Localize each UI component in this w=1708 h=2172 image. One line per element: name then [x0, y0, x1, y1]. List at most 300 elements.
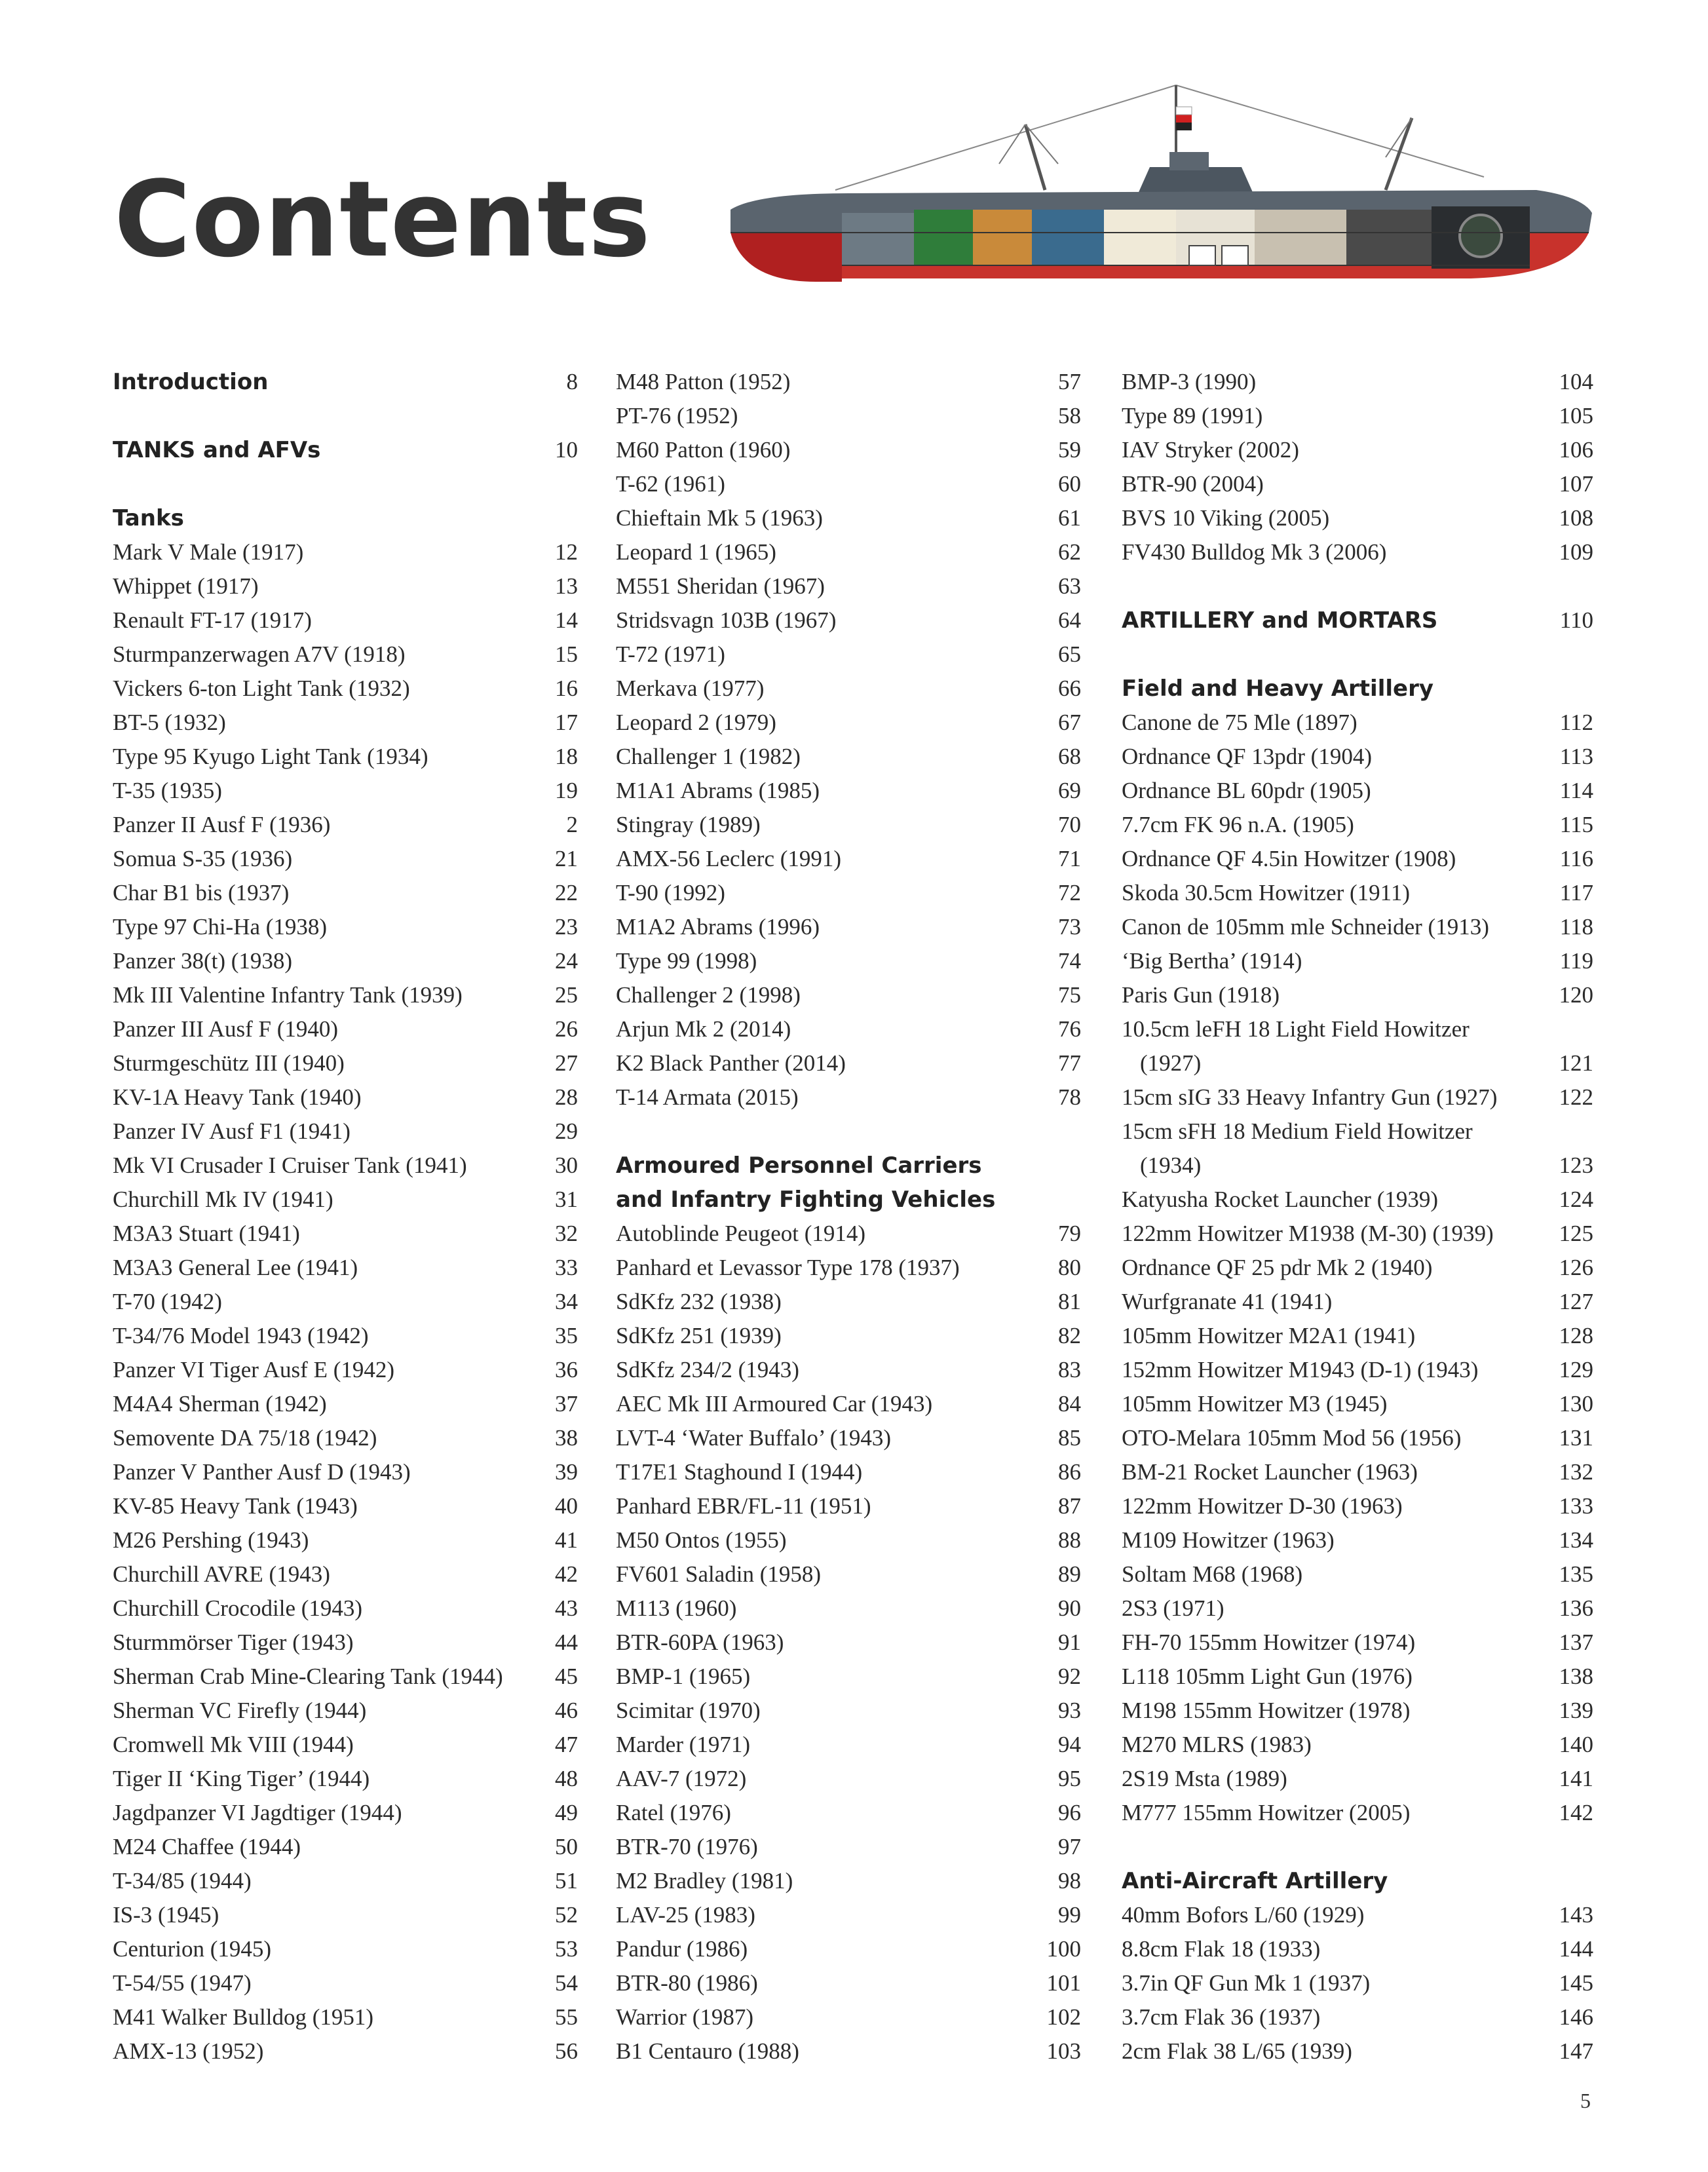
page-number-ref: 84 [1058, 1391, 1081, 1417]
toc-entry-label: M777 155mm Howitzer (2005) [1122, 1800, 1411, 1825]
toc-entry-label: Marder (1971) [616, 1732, 751, 1757]
toc-entry-label: T-34/76 Model 1943 (1942) [113, 1323, 369, 1348]
toc-entry [113, 876, 578, 910]
page-number-ref: 21 [555, 846, 578, 871]
page-number-ref: 25 [555, 982, 578, 1008]
toc-entry [1122, 1353, 1593, 1387]
toc-entry-label: BTR-70 (1976) [616, 1834, 758, 1859]
toc-entry [1122, 1421, 1593, 1455]
toc-entry [113, 1455, 578, 1489]
page-number-ref: 40 [555, 1493, 578, 1519]
toc-entry [1122, 978, 1593, 1012]
page-number-ref: 145 [1559, 1970, 1593, 1996]
toc-entry [616, 1557, 1081, 1591]
toc-entry [616, 1694, 1081, 1728]
page-number-ref: 122 [1559, 1084, 1593, 1110]
toc-entry-label [1122, 1115, 1547, 1183]
page-number-ref: 57 [1058, 369, 1081, 394]
toc-entry [1122, 433, 1593, 467]
toc-entry-label: SdKfz 232 (1938) [616, 1289, 782, 1314]
toc-entry-label: M198 155mm Howitzer (1978) [1122, 1698, 1411, 1723]
toc-entry [616, 1012, 1081, 1046]
page-number-ref: 142 [1559, 1800, 1593, 1825]
toc-entry [1122, 910, 1593, 944]
spacer [113, 399, 578, 433]
page-number-ref: 98 [1058, 1868, 1081, 1894]
toc-entry [1122, 467, 1593, 501]
toc-entry-label: T-54/55 (1947) [113, 1970, 252, 1996]
page-number-ref: 119 [1559, 948, 1593, 974]
page-number-ref: 24 [555, 948, 578, 974]
toc-entry [616, 1523, 1081, 1557]
toc-entry [113, 1830, 578, 1864]
page-number-ref: 34 [555, 1289, 578, 1314]
page-number-ref: 118 [1559, 914, 1593, 940]
toc-entry-label: Sherman VC Firefly (1944) [113, 1698, 367, 1723]
toc-entry-label: 105mm Howitzer M3 (1945) [1122, 1391, 1388, 1417]
page-number-ref: 68 [1058, 744, 1081, 769]
toc-entry [616, 569, 1081, 603]
toc-entry-label: FH-70 155mm Howitzer (1974) [1122, 1629, 1416, 1655]
page-number-ref: 37 [555, 1391, 578, 1417]
toc-entry [1122, 1796, 1593, 1830]
page-number-ref: 128 [1559, 1323, 1593, 1348]
page-number-ref: 74 [1058, 948, 1081, 974]
toc-entry-label: K2 Black Panther (2014) [616, 1050, 846, 1076]
page-number-ref: 55 [555, 2004, 578, 2030]
toc-entry [113, 1523, 578, 1557]
page-number-ref: 114 [1559, 778, 1593, 803]
toc-entry [1122, 706, 1593, 740]
toc-entry-label: Merkava (1977) [616, 676, 765, 701]
toc-entry-label: LVT-4 ‘Water Buffalo’ (1943) [616, 1425, 891, 1451]
page-number-ref: 63 [1058, 573, 1081, 599]
page-number-ref: 106 [1559, 437, 1593, 463]
toc-entry-label: Mk VI Crusader I Cruiser Tank (1941) [113, 1153, 467, 1178]
toc-entry-label: BTR-80 (1986) [616, 1970, 758, 1996]
page-number-ref: 61 [1058, 505, 1081, 531]
toc-entry-label: Semovente DA 75/18 (1942) [113, 1425, 377, 1451]
toc-entry [1122, 1932, 1593, 1966]
page-number-ref: 38 [555, 1425, 578, 1451]
toc-entry-label: Type 97 Chi-Ha (1938) [113, 914, 328, 940]
page-number-ref: 112 [1559, 710, 1593, 735]
toc-entry-label: 7.7cm FK 96 n.A. (1905) [1122, 812, 1354, 837]
page-number-ref: 26 [555, 1016, 578, 1042]
page-number-ref: 50 [555, 1834, 578, 1859]
page-number-ref: 19 [555, 778, 578, 803]
toc-entry-label: Sherman Crab Mine-Clearing Tank (1944) [113, 1664, 503, 1689]
section-heading [113, 501, 578, 535]
page-number-ref: 133 [1559, 1493, 1593, 1519]
toc-entry [616, 1966, 1081, 2000]
toc-entry [113, 1387, 578, 1421]
page-number-ref: 43 [555, 1595, 578, 1621]
toc-entry-label: 8.8cm Flak 18 (1933) [1122, 1936, 1321, 1962]
toc-entry [1122, 740, 1593, 774]
toc-entry-label: M50 Ontos (1955) [616, 1527, 787, 1553]
toc-entry-label: Soltam M68 (1968) [1122, 1561, 1303, 1587]
toc-entry [1122, 535, 1593, 569]
page-number-ref: 80 [1058, 1255, 1081, 1280]
toc-entry-label: Stridsvagn 103B (1967) [616, 607, 837, 633]
toc-entry-label: Wurfgranate 41 (1941) [1122, 1289, 1333, 1314]
toc-entry-label: Arjun Mk 2 (2014) [616, 1016, 791, 1042]
page-number-ref: 69 [1058, 778, 1081, 803]
toc-entry [616, 910, 1081, 944]
toc-entry-label: Panzer V Panther Ausf D (1943) [113, 1459, 411, 1485]
toc-entry [616, 638, 1081, 672]
page-number-ref: 105 [1559, 403, 1593, 429]
toc-entry [1122, 2034, 1593, 2068]
page-number-ref: 54 [555, 1970, 578, 1996]
toc-entry [616, 1421, 1081, 1455]
page-number-ref: 108 [1559, 505, 1593, 531]
toc-entry-label: AMX-13 (1952) [113, 2038, 264, 2064]
toc-entry-label: M113 (1960) [616, 1595, 737, 1621]
toc-entry-label: Chieftain Mk 5 (1963) [616, 505, 823, 531]
page-number-ref: 41 [555, 1527, 578, 1553]
page-number-ref: 125 [1559, 1221, 1593, 1246]
toc-entry-label: Tiger II ‘King Tiger’ (1944) [113, 1766, 370, 1791]
toc-entry-label: M270 MLRS (1983) [1122, 1732, 1312, 1757]
toc-entry [113, 1591, 578, 1626]
toc-entry-label: 152mm Howitzer M1943 (D-1) (1943) [1122, 1357, 1479, 1382]
toc-entry-label: 2S19 Msta (1989) [1122, 1766, 1287, 1791]
toc-entry [616, 842, 1081, 876]
page-number-ref: 16 [555, 676, 578, 701]
page-number-ref: 27 [555, 1050, 578, 1076]
toc-entry [113, 569, 578, 603]
toc-entry [113, 1319, 578, 1353]
page-number-ref: 97 [1058, 1834, 1081, 1859]
toc-entry [1122, 1694, 1593, 1728]
toc-entry-label: Challenger 1 (1982) [616, 744, 801, 769]
page-number-ref: 139 [1559, 1698, 1593, 1723]
toc-entry-label: 122mm Howitzer M1938 (M-30) (1939) [1122, 1221, 1494, 1246]
toc-entry [113, 910, 578, 944]
page-number-ref: 71 [1058, 846, 1081, 871]
toc-entry-label: Churchill Mk IV (1941) [113, 1187, 333, 1212]
toc-entry [616, 1080, 1081, 1115]
toc-entry [616, 1319, 1081, 1353]
toc-entry-label: Churchill AVRE (1943) [113, 1561, 330, 1587]
toc-entry-label: Panzer IV Ausf F1 (1941) [113, 1118, 351, 1144]
toc-entry [1122, 1080, 1593, 1115]
toc-entry-label: Char B1 bis (1937) [113, 880, 290, 905]
page-number-ref: 10 [555, 437, 578, 463]
toc-entry-label: ‘Big Bertha’ (1914) [1122, 948, 1302, 974]
toc-entry [113, 1217, 578, 1251]
page-number-ref: 137 [1559, 1629, 1593, 1655]
toc-entry-label: T-34/85 (1944) [113, 1868, 252, 1894]
page-number-ref: 42 [555, 1561, 578, 1587]
page-number-ref: 46 [555, 1698, 578, 1723]
toc-entry [113, 1626, 578, 1660]
toc-entry [616, 433, 1081, 467]
toc-entry-label: Sturmpanzerwagen A7V (1918) [113, 641, 406, 667]
section-heading-label: ARTILLERY and MORTARS [1122, 607, 1438, 634]
toc-entry-label: T-14 Armata (2015) [616, 1084, 799, 1110]
page-number-ref: 56 [555, 2038, 578, 2064]
toc-entry [1122, 842, 1593, 876]
page-number-ref: 87 [1058, 1493, 1081, 1519]
toc-entry-label-line2: (1927) [1140, 1050, 1202, 1076]
toc-entry [616, 365, 1081, 399]
toc-entry [113, 1183, 578, 1217]
toc-entry [616, 1455, 1081, 1489]
toc-entry [113, 1046, 578, 1080]
toc-entry-label: Churchill Crocodile (1943) [113, 1595, 363, 1621]
page-number-ref: 73 [1058, 914, 1081, 940]
toc-entry [616, 1762, 1081, 1796]
toc-entry-label: Scimitar (1970) [616, 1698, 761, 1723]
section-heading [1122, 603, 1593, 638]
section-heading-label: Tanks [113, 505, 184, 531]
toc-entry [113, 774, 578, 808]
toc-entry-label: Canon de 105mm mle Schneider (1913) [1122, 914, 1489, 940]
page-number-ref: 129 [1559, 1357, 1593, 1382]
toc-entry-label: M109 Howitzer (1963) [1122, 1527, 1335, 1553]
page-number-ref: 89 [1058, 1561, 1081, 1587]
page-number-ref: 39 [555, 1459, 578, 1485]
page-number-ref: 123 [1559, 1153, 1593, 1178]
page-number-ref: 82 [1058, 1323, 1081, 1348]
page-number-ref: 32 [555, 1221, 578, 1246]
toc-entry [1122, 774, 1593, 808]
toc-entry-label: OTO-Melara 105mm Mod 56 (1956) [1122, 1425, 1462, 1451]
toc-entry-label: Leopard 1 (1965) [616, 539, 776, 565]
page-number-ref: 76 [1058, 1016, 1081, 1042]
toc-entry-label: PT-76 (1952) [616, 403, 738, 429]
toc-entry [616, 1830, 1081, 1864]
toc-entry [1122, 1898, 1593, 1932]
toc-entry-label: SdKfz 234/2 (1943) [616, 1357, 799, 1382]
toc-entry-label: Challenger 2 (1998) [616, 982, 801, 1008]
toc-entry [616, 501, 1081, 535]
toc-entry-label: Ordnance QF 25 pdr Mk 2 (1940) [1122, 1255, 1433, 1280]
spacer [113, 467, 578, 501]
toc-entry [113, 1762, 578, 1796]
page-number-ref: 14 [555, 607, 578, 633]
toc-entry [113, 1421, 578, 1455]
toc-entry [1122, 1115, 1593, 1183]
toc-entry [616, 978, 1081, 1012]
toc-entry-label: M1A1 Abrams (1985) [616, 778, 820, 803]
toc-entry [616, 1864, 1081, 1898]
toc-entry [1122, 1251, 1593, 1285]
toc-entry-label: KV-85 Heavy Tank (1943) [113, 1493, 358, 1519]
spacer [1122, 1830, 1593, 1864]
toc-entry [616, 1046, 1081, 1080]
toc-entry-label: M2 Bradley (1981) [616, 1868, 793, 1894]
section-heading-label: Field and Heavy Artillery [1122, 676, 1433, 702]
page-number-ref: 92 [1058, 1664, 1081, 1689]
toc-entry-label: Type 89 (1991) [1122, 403, 1263, 429]
page-number-ref: 124 [1559, 1187, 1593, 1212]
page-number: 5 [1580, 2089, 1591, 2112]
page-number-ref: 88 [1058, 1527, 1081, 1553]
page-number-ref: 102 [1046, 2004, 1081, 2030]
toc-entry-label-line1: 10.5cm leFH 18 Light Field Howitzer [1122, 1016, 1470, 1042]
page-number-ref: 100 [1046, 1936, 1081, 1962]
toc-entry [113, 638, 578, 672]
toc-entry-label: BVS 10 Viking (2005) [1122, 505, 1330, 531]
toc-entry [1122, 1285, 1593, 1319]
toc-entry [113, 1285, 578, 1319]
toc-entry [113, 1660, 578, 1694]
page-number-ref: 115 [1559, 812, 1593, 837]
page-number-ref: 47 [555, 1732, 578, 1757]
page-number-ref: 59 [1058, 437, 1081, 463]
toc-entry [1122, 1387, 1593, 1421]
toc-entry [113, 1251, 578, 1285]
toc-entry-label: Cromwell Mk VIII (1944) [113, 1732, 354, 1757]
toc-entry-label: IS-3 (1945) [113, 1902, 219, 1928]
page-number-ref: 62 [1058, 539, 1081, 565]
toc-entry [113, 1557, 578, 1591]
toc-entry-label: B1 Centauro (1988) [616, 2038, 799, 2064]
toc-entry-label: Jagdpanzer VI Jagdtiger (1944) [113, 1800, 402, 1825]
toc-entry-label: Katyusha Rocket Launcher (1939) [1122, 1187, 1439, 1212]
toc-entry-label: Mk III Valentine Infantry Tank (1939) [113, 982, 463, 1008]
toc-entry [113, 978, 578, 1012]
toc-entry-label: Ordnance QF 4.5in Howitzer (1908) [1122, 846, 1456, 871]
page-number-ref: 147 [1559, 2038, 1593, 2064]
toc-entry-label: LAV-25 (1983) [616, 1902, 755, 1928]
page-number-ref: 127 [1559, 1289, 1593, 1314]
page-title: Contents [114, 158, 651, 280]
page-number-ref: 136 [1559, 1595, 1593, 1621]
toc-entry [616, 1898, 1081, 1932]
toc-entry [113, 1115, 578, 1149]
toc-entry-label: T-72 (1971) [616, 641, 725, 667]
toc-entry-label: BMP-3 (1990) [1122, 369, 1257, 394]
toc-entry-label: Panzer 38(t) (1938) [113, 948, 293, 974]
page-number-ref: 31 [555, 1187, 578, 1212]
page-number-ref: 93 [1058, 1698, 1081, 1723]
page-number-ref: 117 [1559, 880, 1593, 905]
toc-entry-label: T-62 (1961) [616, 471, 725, 497]
toc-entry [1122, 1319, 1593, 1353]
toc-entry [113, 842, 578, 876]
page-number-ref: 143 [1559, 1902, 1593, 1928]
page-number-ref: 95 [1058, 1766, 1081, 1791]
toc-entry-label: FV430 Bulldog Mk 3 (2006) [1122, 539, 1387, 565]
toc-entry [113, 672, 578, 706]
page-number-ref: 2 [566, 812, 578, 837]
page-number-ref: 65 [1058, 641, 1081, 667]
contents-column-3 [1122, 365, 1593, 2068]
toc-entry [1122, 808, 1593, 842]
page-number-ref: 33 [555, 1255, 578, 1280]
toc-entry [113, 1353, 578, 1387]
toc-entry-label: BTR-90 (2004) [1122, 471, 1264, 497]
toc-entry [113, 808, 578, 842]
toc-entry [1122, 1489, 1593, 1523]
toc-entry [1122, 1012, 1593, 1080]
toc-entry [616, 1217, 1081, 1251]
toc-entry-label: BTR-60PA (1963) [616, 1629, 784, 1655]
toc-entry-label: Whippet (1917) [113, 573, 259, 599]
toc-entry [616, 1387, 1081, 1421]
toc-entry-label: L118 105mm Light Gun (1976) [1122, 1664, 1413, 1689]
toc-entry-label: M41 Walker Bulldog (1951) [113, 2004, 374, 2030]
toc-entry-label: Panhard et Levassor Type 178 (1937) [616, 1255, 960, 1280]
toc-entry-label: M24 Chaffee (1944) [113, 1834, 301, 1859]
section-heading [113, 433, 578, 467]
toc-entry-label: 2cm Flak 38 L/65 (1939) [1122, 2038, 1352, 2064]
toc-entry-label: AAV-7 (1972) [616, 1766, 747, 1791]
toc-entry-label: Panhard EBR/FL-11 (1951) [616, 1493, 871, 1519]
section-heading-label: Anti-Aircraft Artillery [1122, 1868, 1388, 1894]
page-number-ref: 107 [1559, 471, 1593, 497]
toc-entry [1122, 501, 1593, 535]
page-number-ref: 121 [1559, 1050, 1593, 1076]
toc-entry [113, 1966, 578, 2000]
page-number-ref: 131 [1559, 1425, 1593, 1451]
contents-column-2 [616, 365, 1081, 2068]
toc-entry-label: T17E1 Staghound I (1944) [616, 1459, 863, 1485]
page-number-ref: 146 [1559, 2004, 1593, 2030]
toc-entry [1122, 1591, 1593, 1626]
toc-entry-label: Stingray (1989) [616, 812, 761, 837]
toc-entry-label: Ordnance BL 60pdr (1905) [1122, 778, 1371, 803]
toc-entry-label: 2S3 (1971) [1122, 1595, 1224, 1621]
page-number-ref: 64 [1058, 607, 1081, 633]
toc-entry [616, 1251, 1081, 1285]
toc-entry-label: Skoda 30.5cm Howitzer (1911) [1122, 880, 1410, 905]
toc-entry [113, 706, 578, 740]
page-number-ref: 60 [1058, 471, 1081, 497]
page-number-ref: 23 [555, 914, 578, 940]
page-number-ref: 109 [1559, 539, 1593, 565]
toc-entry-label: M4A4 Sherman (1942) [113, 1391, 327, 1417]
toc-entry-label: Mark V Male (1917) [113, 539, 304, 565]
toc-entry [616, 672, 1081, 706]
section-heading-label: Introduction [113, 369, 269, 395]
toc-entry-label: 105mm Howitzer M2A1 (1941) [1122, 1323, 1416, 1348]
toc-entry [616, 1796, 1081, 1830]
toc-entry-label: Panzer III Ausf F (1940) [113, 1016, 339, 1042]
toc-entry [1122, 365, 1593, 399]
page-number-ref: 75 [1058, 982, 1081, 1008]
toc-entry-label: M551 Sheridan (1967) [616, 573, 825, 599]
page-number-ref: 126 [1559, 1255, 1593, 1280]
toc-entry-label: BM-21 Rocket Launcher (1963) [1122, 1459, 1418, 1485]
submarine-cutaway-illustration [717, 79, 1595, 295]
toc-entry-label: Centurion (1945) [113, 1936, 272, 1962]
toc-entry-label: 15cm sIG 33 Heavy Infantry Gun (1927) [1122, 1084, 1498, 1110]
toc-entry-label-line1: 15cm sFH 18 Medium Field Howitzer [1122, 1118, 1473, 1144]
toc-entry [113, 1012, 578, 1046]
toc-entry [616, 740, 1081, 774]
toc-entry-label: SdKfz 251 (1939) [616, 1323, 782, 1348]
page-number-ref: 138 [1559, 1664, 1593, 1689]
page-number-ref: 30 [555, 1153, 578, 1178]
page-number-ref: 29 [555, 1118, 578, 1144]
toc-entry-label [1122, 1012, 1547, 1080]
page-number-ref: 72 [1058, 880, 1081, 905]
page-number-ref: 141 [1559, 1766, 1593, 1791]
toc-entry [616, 1626, 1081, 1660]
toc-entry [113, 1796, 578, 1830]
page-number-ref: 85 [1058, 1425, 1081, 1451]
page-number-ref: 66 [1058, 676, 1081, 701]
toc-entry [616, 876, 1081, 910]
toc-entry [616, 535, 1081, 569]
page-number-ref: 83 [1058, 1357, 1081, 1382]
